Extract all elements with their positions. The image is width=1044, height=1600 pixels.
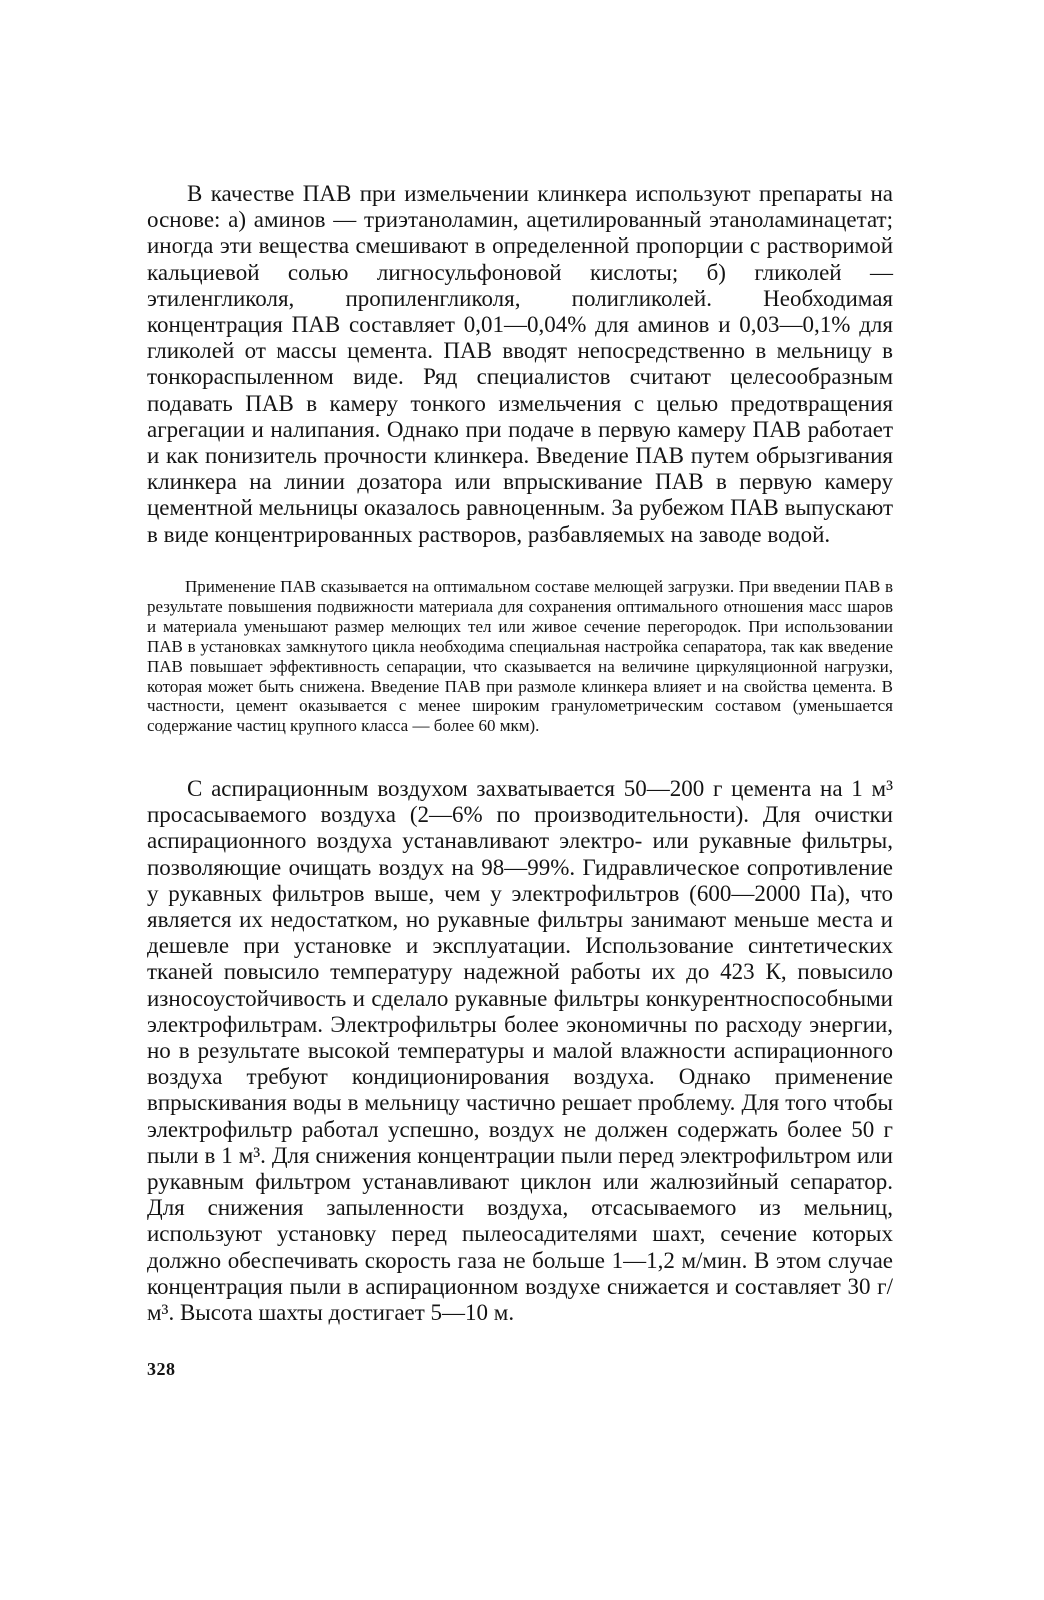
page-number: 328	[147, 1359, 176, 1379]
small-print-paragraph-grinding-load: Применение ПАВ сказывается на оптимальном составе мелющей загрузки. При введении ПАВ в результате повышения подвижности материала для сохранения оптимального отношения масс шаров и материала уменьшают размер мелющих тел или живое сечение перегородок. При использовании ПАВ в установках замкнутого цикла необходима специальная настройка сепаратора, так как введение ПАВ повышает эффективность сепарации, что сказывается на величине циркуляционной нагрузки, которая может быть снижена. Введение ПАВ при размоле клинкера влияет и на свойства цемента. В частности, цемент оказывается с менее широким гранулометрическим составом (уменьшается содержание частиц крупного класса — более 60 мкм).	[147, 577, 893, 736]
body-paragraph-aspiration-air: С аспирационным воздухом захватывается 50—200 г цемента на 1 м³ просасываемого воздуха (2—6% по производительности). Для очистки аспирационного воздуха устанавливают электро- или рукавные фильтры, позволяющие очищать воздух на 98—99%. Гидравлическое сопротивление у рукавных фильтров выше, чем у электрофильтров (600—2000 Па), что является их недостатком, но рукавные фильтры занимают меньше места и дешевле при установке и эксплуатации. Использование синтетических тканей повысило температуру надежной работы их до 423 К, повысило износоустойчивость и сделало рукавные фильтры конкурентноспособными электрофильтрам. Электрофильтры более экономичны по расходу энергии, но в результате высокой температуры и малой влажности аспирационного воздуха требуют кондиционирования воздуха. Однако применение впрыскивания воды в мельницу частично решает проблему. Для того чтобы электрофильтр работал успешно, воздух не должен содержать более 50 г пыли в 1 м³. Для снижения концентрации пыли перед электрофильтром или рукавным фильтром устанавливают циклон или жалюзийный сепаратор. Для снижения запыленности воздуха, отсасываемого из мельниц, используют установку перед пылеосадителями шахт, сечение которых должно обеспечивать скорость газа не больше 1—1,2 м/мин. В этом случае концентрация пыли в аспирационном воздухе снижается и составляет 30 г/м³. Высота шахты достигает 5—10 м.	[147, 776, 893, 1326]
body-paragraph-surfactants: В качестве ПАВ при измельчении клинкера используют препараты на основе: а) аминов — триэтаноламин, ацетилированный этаноламинацетат; иногда эти вещества смешивают в определенной пропорции с растворимой кальциевой солью лигносульфоновой кислоты; б) гликолей — этиленгликоля, пропиленгликоля, полигликолей. Необходимая концентрация ПАВ составляет 0,01—0,04% для аминов и 0,03—0,1% для гликолей от массы цемента. ПАВ вводят непосредственно в мельницу в тонкораспыленном виде. Ряд специалистов считают целесообразным подавать ПАВ в камеру тонкого измельчения с целью предотвращения агрегации и налипания. Однако при подаче в первую камеру ПАВ работает и как понизитель прочности клинкера. Введение ПАВ путем обрызгивания клинкера на линии дозатора или впрыскивание ПАВ в первую камеру цементной мельницы оказалось равноценным. За рубежом ПАВ выпускают в виде концентрированных растворов, разбавляемых на заводе водой.	[147, 181, 893, 547]
